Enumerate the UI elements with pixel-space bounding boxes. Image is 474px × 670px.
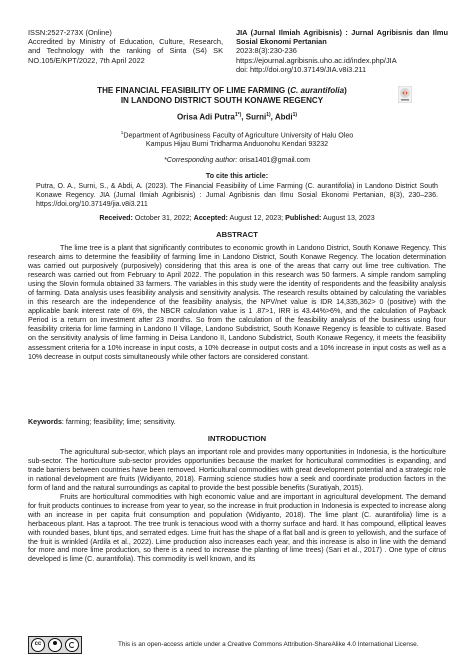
keywords [28,418,446,426]
article-dates [0,214,474,222]
introduction-body [28,448,446,564]
crossmark-icon[interactable] [398,86,412,103]
keywords-text: : farming; feasibility; lime; sensitivity. [61,418,176,426]
published-date: August 13, 2023 [322,214,375,222]
issn-text: ISSN:2527-273X (Online) [28,28,112,37]
affiliation-mark: 1 [120,130,124,135]
author-name: Surni [245,112,267,122]
citation-heading: To cite this article: [205,172,269,180]
corresponding-label: *Corresponding author: [163,156,238,164]
header-left [28,28,223,65]
accreditation-text: Accredited by Ministry of Education, Culture, Research, and Technology with the ranking of Sinta (S4) SK NO.105/E/KPT/2022, 7th April 2022 [28,37,223,65]
author-affiliation-mark: 1) [292,112,298,118]
article-title [60,86,384,106]
author-name: Abdi [274,112,293,122]
cc-by-sa-badge[interactable] [28,636,82,654]
affiliation [60,128,414,149]
share-alike-icon [65,638,79,652]
title-line2: IN LANDONO DISTRICT SOUTH KONAWE REGENCY [120,95,324,105]
citation-text: Putra, O. A., Surni, S., & Abdi, A. (2023). The Financial Feasibility of Lime Farming (C. aurantifolia) in Landono District South Konawe Regency. JIA (Jurnal Ilmiah Agribisnis) : Jurnal Agribisnis dan Ilmu Sosial Ekonomi Pertanian, 8(3), 230–236. https://doi.org/10.37149/jia.v8i3.211 [36,182,438,208]
license-text: This is an open-access article under a Creative Commons Attribution-ShareAlike 4.0 International License. [118,641,419,648]
introduction-heading: INTRODUCTION [207,434,267,443]
journal-name: JIA (Jurnal Ilmiah Agribisnis) : Jurnal Agribisnis dan Ilmu Sosial Ekonomi Pertanian [236,28,448,47]
introduction-paragraph: Fruits are horticultural commodities with high economic value and are important in agricultural development. The demand for fruit products continues to increase from year to year, so the increase in fruit production in Indonesia is expected to increase along with an increase in per capita fruit consumption and population (Widiyanto, 2018). The lime plant (C. aurantifolia) lime is a herbaceous plant. Has a taproot. The tree trunk is tenacious wood with a thorny surface and hard. It has compound, elliptical leaves with rounded bases, blunt tips, and serrated edges. Lime fruit has the shape of a flat ball and is green to yellowish, and the surface of the fruit is wrinkled (Ardila et al., 2022). Lime production also increases each year, and this increase is also in line with the demand for more and more lime production, so there is a need to increase the planting of lime trees) (Sari et al., 2017) . One type of citrus developed is lime (C. aurantifolia). This commodity is well known, and its [28,492,446,564]
cc-icon: cc [31,638,45,652]
title-species: C. aurantifolia [290,86,345,95]
introduction-paragraph: The agricultural sub-sector, which plays an important role and provides many opportunities in Indonesia, is the horticulture sub-sector. The horticulture sub-sector provides opportunities because the market for horticultural commodities is expanding, and trade barriers between countries have been removed. Horticultural commodities with great development potential and a strategic role in national development are fruits (Widiyanto, 2018). Farming science studies how a seek and coordinate production factors in the form of land and the natural surroundings as capital to provide the best possible benefits (Suratiyah, 2015). [28,448,446,492]
title-main: THE FINANCIAL FEASIBILITY OF LIME FARMING ( [97,86,291,95]
affiliation-line2: Kampus Hijau Bumi Tridharma Anduonohu Kendari 93232 [145,140,329,149]
author-name: Orisa Adi Putra [176,112,235,122]
published-label: Published: [285,214,322,222]
abstract-text: The lime tree is a plant that significantly contributes to economic growth in Landono District, South Konawe Regency. This research aims to determine the feasibility of farming lime in Landono District, South Konawe Regency. The location determination was carried out purposively (purposively) considering that this area is one of the areas that carry out lime tree cultivation. The research was carried out from February to April 2022. The population in this research was 50 farmers. A simple random sampling using the Slovin formula obtained 33 farmers. The variables in this study were the identity of respondents and the feasibility analysis of farming. Data analysis uses feasibility analysis and sensitivity analysis. The research results obtained by calculating the variables in this research are the independence of the feasibility analysis, the NPV/net value is IDR 14,335,362> 0 (positive) with the applicable bank interest rate of 6%, the NBCR calculation value is 1 .87>1, IRR is 43.44%>6%, and the calculation of Payback Period is a return on investment after 23 months. So from the calculation of the feasibility analysis of the business using four feasibility criteria for lime farming in Landono II Village, Landono Subdistrict, South Konawe Regency is feasible to cultivate. Based on the sensitivity analysis of lime farming in Deisa Landono II, Landono Subdistrict, South Konawe Regency, it meets the feasibility assessment criteria for a 10% increase in input costs, a 10% decrease in output costs and a 10% increase in input costs as well as a 10% decrease in output costs simultaneously while other factors are considered constant. [28,244,446,361]
abstract-heading: ABSTRACT [216,230,258,239]
accepted-label: Accepted: [193,214,228,222]
journal-doi[interactable]: doi: http://doi.org/10.37149/JIA.v8i3.211 [236,64,367,74]
journal-url[interactable]: https://ejournal.agribisnis.uho.ac.id/index.php/JIA [236,55,397,65]
affiliation-line1: Department of Agribusiness Faculty of Agriculture University of Halu Oleo [123,131,354,140]
license-footer [28,634,446,656]
author-affiliation-mark: 1*) [234,112,242,118]
corresponding-email[interactable]: orisa1401@gmail.com [239,156,311,164]
received-label: Received: [99,214,133,222]
author-affiliation-mark: 1) [266,112,271,118]
received-date: October 31, 2022; [134,214,192,222]
journal-volume: 2023:8(3):230-236 [236,46,297,56]
attribution-icon [48,638,62,652]
accepted-date: August 12, 2023; [229,214,284,222]
author-list: Orisa Adi Putra$^{1*)}$, Surni$^{1)}$, Abdi$^{1)}$ [176,112,298,122]
header-right [236,28,448,74]
title-end: ) [344,86,347,95]
corresponding-author [0,156,474,164]
keywords-label: Keywords [28,418,62,426]
